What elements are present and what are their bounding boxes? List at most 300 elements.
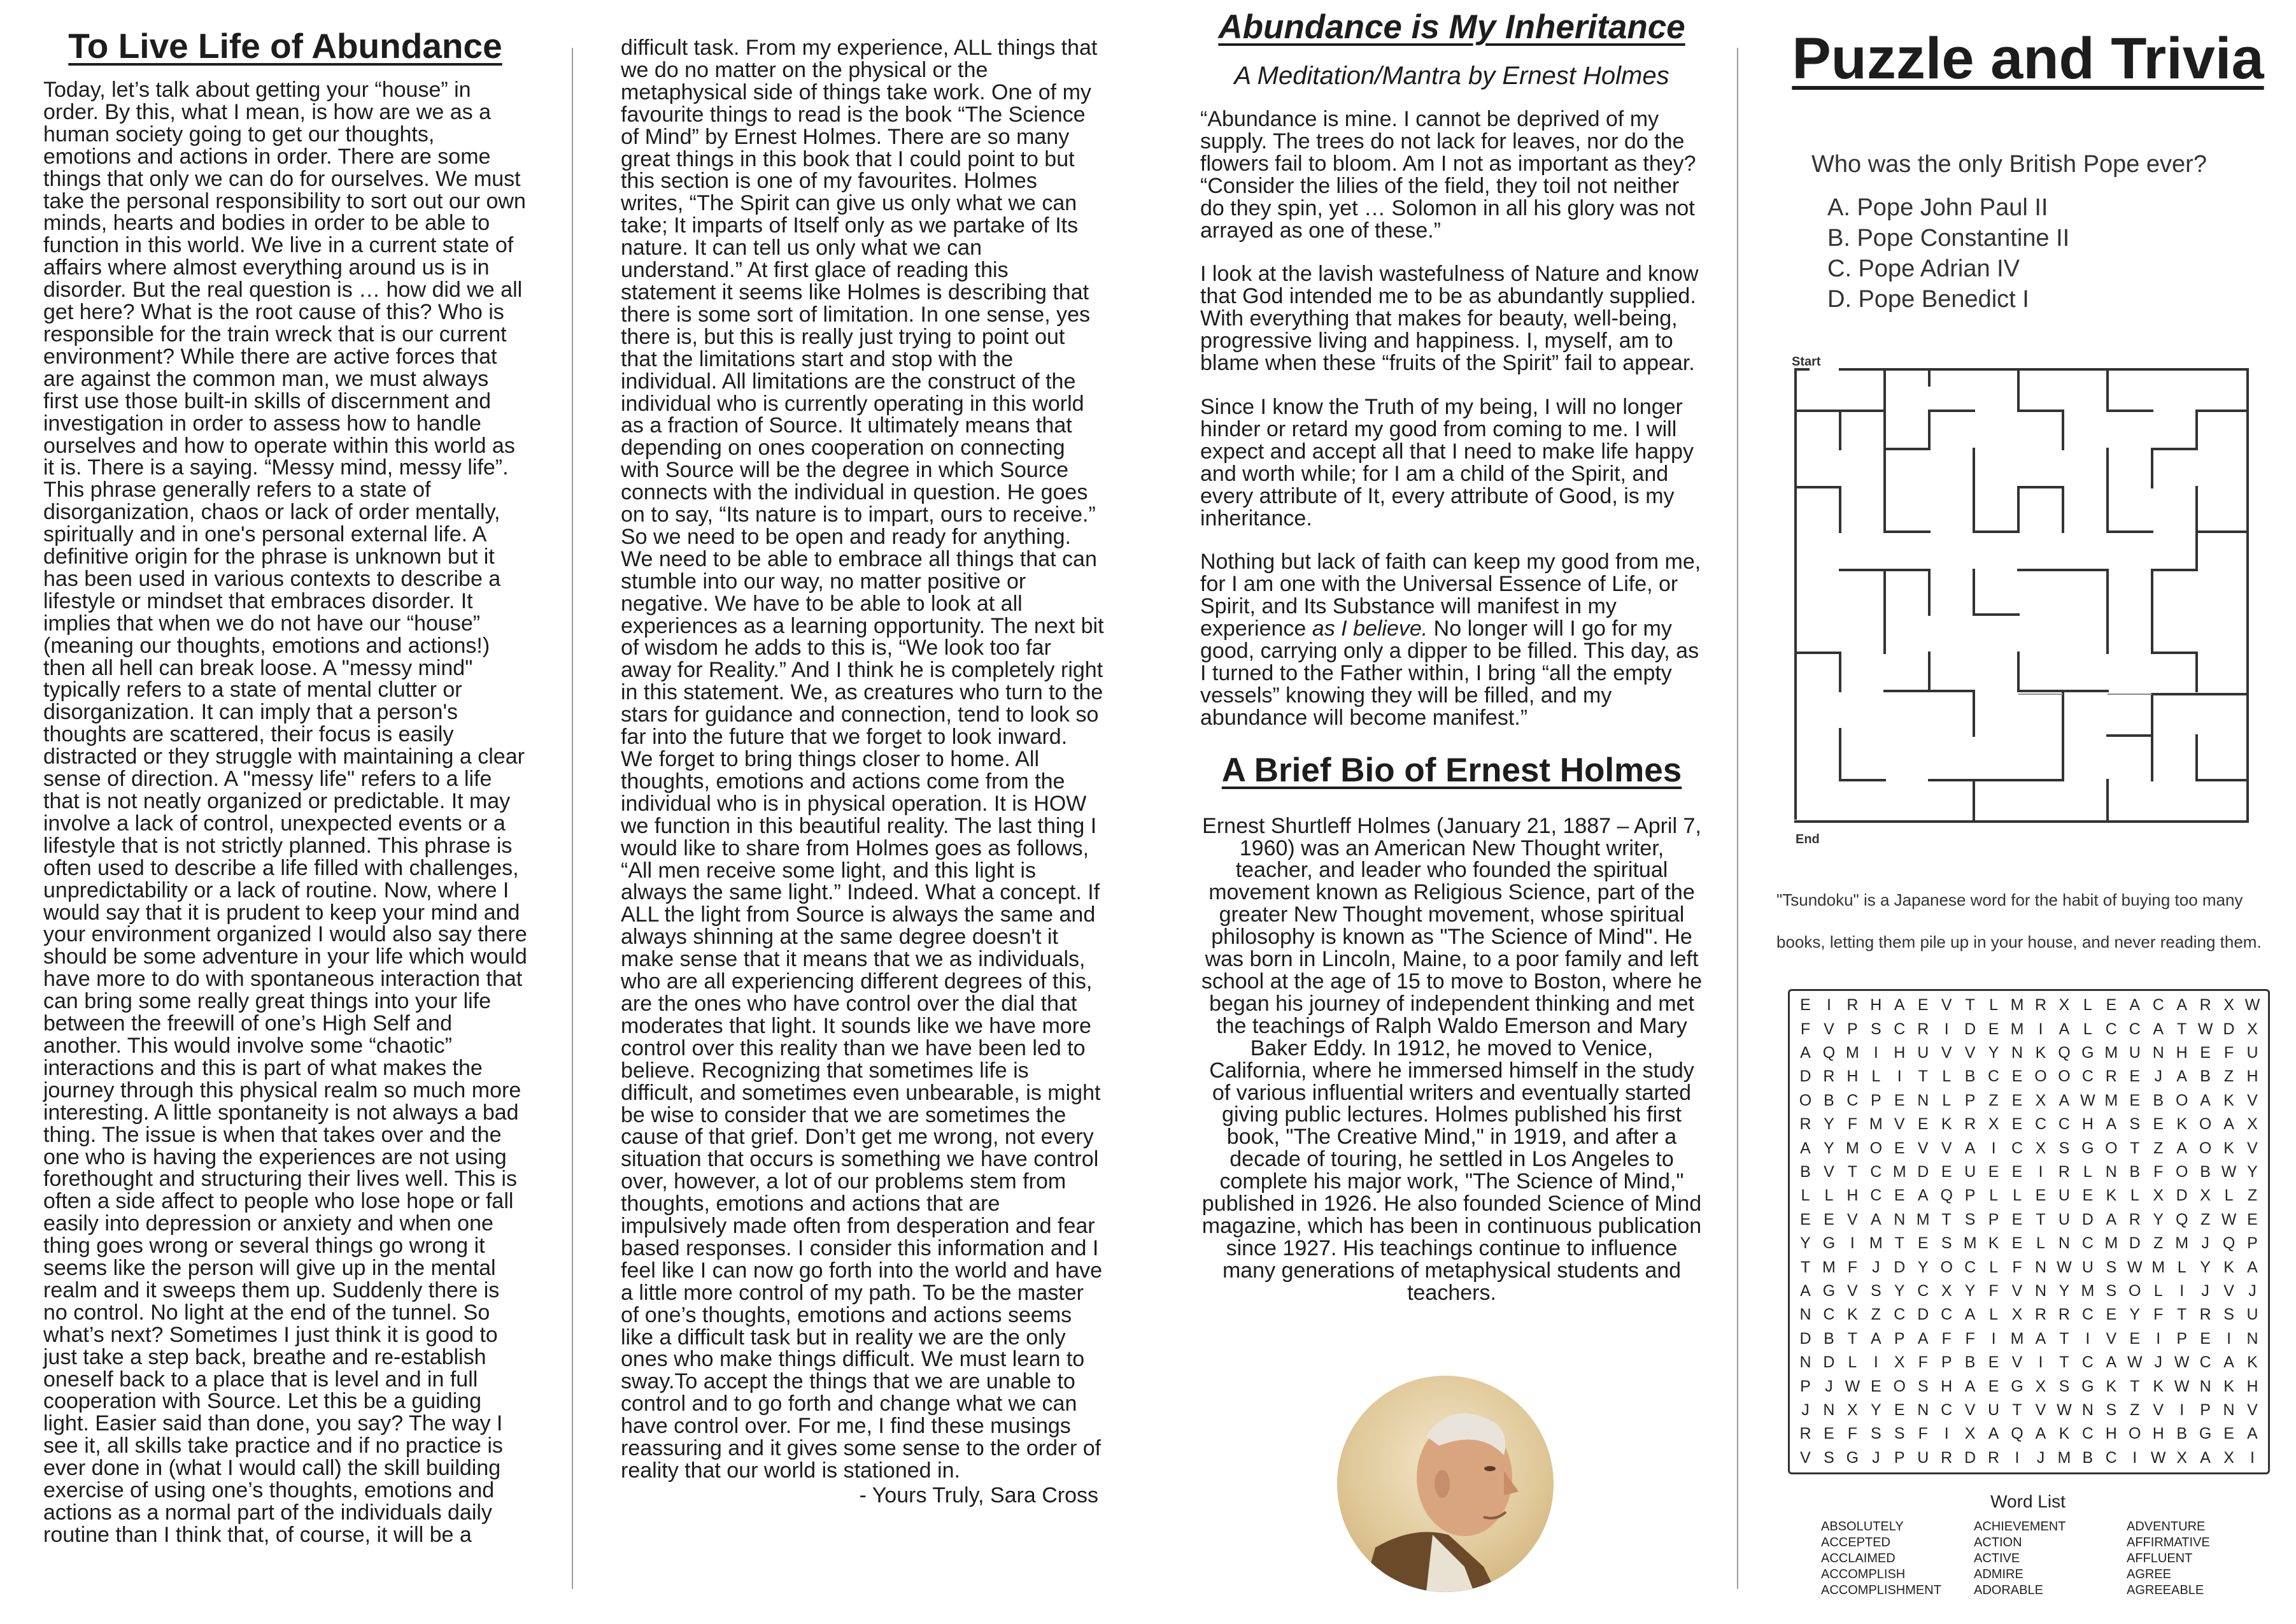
word-search-letter[interactable]: D xyxy=(2223,1020,2235,1038)
word-search-letter[interactable]: W xyxy=(1845,1377,1860,1395)
word-search-letter[interactable]: M xyxy=(1963,1234,1977,1253)
word-search-letter[interactable]: B xyxy=(2200,1067,2211,1086)
word-search-letter[interactable]: P xyxy=(1894,1448,1905,1467)
word-search-letter[interactable]: A xyxy=(2035,1329,2046,1348)
word-search-letter[interactable]: A xyxy=(2106,1210,2117,1229)
word-search-letter[interactable]: P xyxy=(1941,1353,1952,1372)
word-search-letter[interactable]: J xyxy=(1825,1377,1833,1395)
word-search-letter[interactable]: Y xyxy=(1988,1043,1999,1062)
word-search-letter[interactable]: K xyxy=(2223,1091,2234,1109)
word-search-letter[interactable]: U xyxy=(2246,1043,2258,1062)
word-search-letter[interactable]: G xyxy=(2081,1377,2094,1395)
word-search-letter[interactable]: E xyxy=(1870,1377,1881,1395)
word-search-letter[interactable]: L xyxy=(2083,1020,2092,1038)
word-search-letter[interactable]: S xyxy=(1894,1425,1905,1443)
word-search-letter[interactable]: X xyxy=(2011,1306,2023,1324)
word-search-letter[interactable]: S xyxy=(1870,1020,1881,1038)
word-search-letter[interactable]: M xyxy=(2057,1448,2071,1467)
word-search-letter[interactable]: A xyxy=(2035,1425,2046,1443)
word-search-letter[interactable]: U xyxy=(1988,1400,2000,1419)
word-search-letter[interactable]: H xyxy=(2246,1067,2258,1086)
word-search-letter[interactable]: V xyxy=(1964,1400,1976,1419)
word-search-letter[interactable]: E xyxy=(2200,1329,2211,1348)
word-search-letter[interactable]: H xyxy=(1846,1067,1859,1086)
word-search-letter[interactable]: E xyxy=(2011,1115,2023,1134)
word-search-letter[interactable]: S xyxy=(1870,1281,1881,1300)
word-search-letter[interactable]: S xyxy=(1941,1234,1952,1253)
word-search-letter[interactable]: E xyxy=(2129,1329,2141,1348)
word-search-letter[interactable]: O xyxy=(2199,1139,2212,1157)
word-search-letter[interactable]: R xyxy=(1846,996,1859,1015)
word-search-letter[interactable]: A xyxy=(1964,1306,1976,1324)
word-search-letter[interactable]: H xyxy=(2081,1115,2094,1134)
word-search-letter[interactable]: E xyxy=(1917,996,1929,1015)
word-search-letter[interactable]: O xyxy=(2034,1067,2047,1086)
word-search-letter[interactable]: V xyxy=(1847,1210,1858,1229)
word-search-letter[interactable]: E xyxy=(1988,1377,1999,1395)
word-search-letter[interactable]: S xyxy=(1824,1448,1834,1467)
word-search-letter[interactable]: J xyxy=(1872,1258,1880,1276)
word-search-letter[interactable]: U xyxy=(1917,1043,1929,1062)
word-search-letter[interactable]: T xyxy=(1894,1234,1904,1253)
word-search-letter[interactable]: L xyxy=(2130,1186,2139,1205)
word-search-letter[interactable]: A xyxy=(2106,1353,2117,1372)
word-search-letter[interactable]: G xyxy=(1822,1281,1836,1300)
word-search-letter[interactable]: C xyxy=(2058,1115,2070,1134)
word-search-letter[interactable]: D xyxy=(1894,1258,1906,1276)
word-search-letter[interactable]: R xyxy=(1941,1448,1953,1467)
word-search-letter[interactable]: K xyxy=(2223,1377,2234,1395)
word-search-letter[interactable]: S xyxy=(2106,1400,2117,1419)
word-search-letter[interactable]: P xyxy=(1894,1329,1905,1348)
word-search-letter[interactable]: E xyxy=(2247,1210,2258,1229)
word-search-letter[interactable]: F xyxy=(1847,1258,1857,1276)
word-search-letter[interactable]: U xyxy=(1964,1162,1976,1181)
word-search-letter[interactable]: E xyxy=(1824,1210,1834,1229)
word-search-letter[interactable]: P xyxy=(1847,1020,1858,1038)
word-search-letter[interactable]: H xyxy=(2152,1425,2164,1443)
word-search-letter[interactable]: Y xyxy=(1870,1400,1881,1419)
word-search-letter[interactable]: W xyxy=(2057,1258,2072,1276)
word-search-letter[interactable]: Z xyxy=(1988,1091,1999,1109)
word-search-letter[interactable]: X xyxy=(2223,996,2234,1015)
word-search-letter[interactable]: T xyxy=(2177,1306,2187,1324)
word-search-letter[interactable]: Y xyxy=(1824,1115,1834,1134)
word-search-letter[interactable]: J xyxy=(2154,1067,2162,1086)
word-search-letter[interactable]: K xyxy=(2059,1425,2070,1443)
word-search-letter[interactable]: X xyxy=(1941,1281,1952,1300)
word-search-letter[interactable]: E xyxy=(1917,1234,1929,1253)
word-search-letter[interactable]: N xyxy=(2223,1400,2235,1419)
word-search-letter[interactable]: V xyxy=(2106,1329,2117,1348)
word-search-letter[interactable]: E xyxy=(2011,1091,2023,1109)
word-search-letter[interactable]: C xyxy=(1823,1306,1835,1324)
word-search-letter[interactable]: Y xyxy=(1894,1281,1905,1300)
word-search-letter[interactable]: P xyxy=(1964,1091,1976,1109)
word-search-letter[interactable]: R xyxy=(1799,1425,1811,1443)
word-search-letter[interactable]: T xyxy=(2036,1210,2046,1229)
word-search-letter[interactable]: V xyxy=(2011,1281,2023,1300)
word-search-letter[interactable]: A xyxy=(1964,1139,1976,1157)
word-search-letter[interactable]: Y xyxy=(2247,1162,2258,1181)
word-search-letter[interactable]: U xyxy=(2058,1186,2070,1205)
word-search-letter[interactable]: C xyxy=(1870,1186,1882,1205)
word-search-letter[interactable]: S xyxy=(2059,1139,2070,1157)
word-search-letter[interactable]: O xyxy=(1893,1377,1906,1395)
word-search-letter[interactable]: A xyxy=(1800,1139,1811,1157)
word-search-letter[interactable]: N xyxy=(2034,1258,2046,1276)
word-search-letter[interactable]: Z xyxy=(2200,1210,2211,1229)
word-search-letter[interactable]: S xyxy=(2059,1377,2070,1395)
word-search-letter[interactable]: I xyxy=(1897,1067,1902,1086)
word-search-letter[interactable]: X xyxy=(1964,1425,1976,1443)
word-search-letter[interactable]: C xyxy=(2011,1139,2023,1157)
word-search-letter[interactable]: A xyxy=(2176,1067,2187,1086)
word-search-letter[interactable]: P xyxy=(1964,1186,1976,1205)
word-search-letter[interactable]: Y xyxy=(2059,1281,2070,1300)
word-search-letter[interactable]: C xyxy=(2081,1425,2094,1443)
word-search-letter[interactable]: W xyxy=(2244,996,2260,1015)
word-search-letter[interactable]: N xyxy=(1823,1400,1835,1419)
word-search-letter[interactable]: U xyxy=(2058,1210,2070,1229)
word-search-letter[interactable]: D xyxy=(1917,1306,1929,1324)
word-search-letter[interactable]: D xyxy=(2176,1186,2188,1205)
word-search-letter[interactable]: V xyxy=(1941,1043,1952,1062)
word-search-letter[interactable]: E xyxy=(1824,1425,1834,1443)
word-search-letter[interactable]: Z xyxy=(2130,1400,2140,1419)
word-search-letter[interactable]: L xyxy=(2083,1162,2092,1181)
word-search-letter[interactable]: S xyxy=(2106,1281,2117,1300)
word-search-letter[interactable]: B xyxy=(2176,1425,2187,1443)
word-search-letter[interactable]: Y xyxy=(2153,1210,2164,1229)
word-search-letter[interactable]: N xyxy=(2199,1377,2211,1395)
maze[interactable] xyxy=(1789,347,2273,857)
trivia-option[interactable]: A. Pope John Paul II xyxy=(1827,194,2048,221)
word-search-letter[interactable]: W xyxy=(2127,1258,2143,1276)
word-search-letter[interactable]: C xyxy=(1917,1281,1929,1300)
word-search-letter[interactable]: W xyxy=(2057,1400,2072,1419)
word-search-letter[interactable]: M xyxy=(1845,1139,1859,1157)
word-search-letter[interactable]: E xyxy=(1988,1353,1999,1372)
word-search-letter[interactable]: V xyxy=(1941,1139,1952,1157)
word-search-letter[interactable]: M xyxy=(2081,1281,2095,1300)
word-search-letter[interactable]: A xyxy=(2176,1139,2187,1157)
word-search-letter[interactable]: X xyxy=(2035,1091,2046,1109)
word-search-letter[interactable]: V xyxy=(1964,1043,1976,1062)
word-search-letter[interactable]: N xyxy=(2152,1043,2164,1062)
word-search-letter[interactable]: F xyxy=(1847,1425,1857,1443)
word-search-letter[interactable]: C xyxy=(1894,1306,1906,1324)
word-search-letter[interactable]: R xyxy=(2034,1306,2046,1324)
word-search-letter[interactable]: C xyxy=(2199,1353,2211,1372)
word-search-letter[interactable]: J xyxy=(2036,1448,2045,1467)
word-search-letter[interactable]: R xyxy=(2058,1306,2070,1324)
word-search-letter[interactable]: I xyxy=(1991,1139,1996,1157)
word-search-letter[interactable]: I xyxy=(2038,1353,2043,1372)
word-search-letter[interactable]: L xyxy=(2013,1186,2022,1205)
word-search-letter[interactable]: Q xyxy=(2175,1210,2188,1229)
word-search-letter[interactable]: A xyxy=(2153,1020,2164,1038)
word-search-letter[interactable]: O xyxy=(1869,1139,1883,1157)
word-search-letter[interactable]: B xyxy=(2129,1162,2141,1181)
word-search-letter[interactable]: W xyxy=(2150,1448,2166,1467)
word-search-letter[interactable]: X xyxy=(2176,1448,2187,1467)
word-search-letter[interactable]: B xyxy=(2082,1448,2094,1467)
word-search-letter[interactable]: T xyxy=(1847,1162,1857,1181)
word-search-letter[interactable]: I xyxy=(1826,996,1831,1015)
word-search-letter[interactable]: P xyxy=(2247,1234,2258,1253)
word-search-letter[interactable]: I xyxy=(2015,1448,2020,1467)
word-search-letter[interactable]: C xyxy=(2081,1353,2094,1372)
word-search-letter[interactable]: Q xyxy=(1822,1043,1836,1062)
word-search-letter[interactable]: Z xyxy=(2247,1186,2258,1205)
word-search-letter[interactable]: K xyxy=(2106,1186,2117,1205)
word-search-letter[interactable]: X xyxy=(2059,996,2070,1015)
word-search-letter[interactable]: B xyxy=(1800,1162,1811,1181)
word-search-letter[interactable]: C xyxy=(2081,1306,2094,1324)
word-search-letter[interactable]: W xyxy=(2197,1020,2213,1038)
word-search-letter[interactable]: C xyxy=(2152,996,2164,1015)
word-search-letter[interactable]: O xyxy=(1940,1258,1953,1276)
word-search-letter[interactable]: M xyxy=(1892,1162,1906,1181)
word-search-letter[interactable]: M xyxy=(2175,1234,2189,1253)
word-search-letter[interactable]: G xyxy=(1846,1448,1859,1467)
word-search-grid[interactable] xyxy=(1788,989,2270,1474)
word-search-letter[interactable]: A xyxy=(2247,1258,2258,1276)
word-search-letter[interactable]: M xyxy=(1822,1258,1836,1276)
word-search-letter[interactable]: B xyxy=(2200,1162,2211,1181)
word-search-letter[interactable]: I xyxy=(2132,1448,2137,1467)
word-search-letter[interactable]: D xyxy=(2129,1234,2141,1253)
word-search-letter[interactable]: M xyxy=(1869,1115,1883,1134)
word-search-letter[interactable]: I xyxy=(2179,1281,2185,1300)
word-search-letter[interactable]: V xyxy=(2035,1400,2046,1419)
word-search-letter[interactable]: W xyxy=(2174,1353,2190,1372)
word-search-letter[interactable]: W xyxy=(2127,1353,2143,1372)
word-search-letter[interactable]: L xyxy=(2036,1234,2045,1253)
word-search-letter[interactable]: E xyxy=(2153,1115,2164,1134)
word-search-letter[interactable]: O xyxy=(2129,1281,2141,1300)
word-search-letter[interactable]: I xyxy=(1873,1353,1878,1372)
word-search-letter[interactable]: G xyxy=(2011,1377,2023,1395)
word-search-letter[interactable]: E xyxy=(2129,1067,2141,1086)
word-search-letter[interactable]: W xyxy=(2174,1377,2190,1395)
word-search-letter[interactable]: J xyxy=(2201,1234,2209,1253)
word-search-letter[interactable]: Y xyxy=(2200,1258,2211,1276)
word-search-letter[interactable]: U xyxy=(2246,1306,2258,1324)
word-search-letter[interactable]: R xyxy=(1964,1115,1976,1134)
word-search-letter[interactable]: A xyxy=(1800,1043,1811,1062)
word-search-letter[interactable]: C xyxy=(1941,1306,1953,1324)
word-search-letter[interactable]: L xyxy=(2153,1281,2163,1300)
word-search-letter[interactable]: H xyxy=(2105,1425,2117,1443)
word-search-letter[interactable]: V xyxy=(2223,1281,2234,1300)
word-search-letter[interactable]: Q xyxy=(2222,1234,2236,1253)
word-search-letter[interactable]: J xyxy=(2248,1281,2257,1300)
word-search-letter[interactable]: A xyxy=(2247,1425,2258,1443)
word-search-letter[interactable]: N xyxy=(1894,1210,1906,1229)
word-search-letter[interactable]: K xyxy=(2106,1377,2117,1395)
word-search-letter[interactable]: D xyxy=(1799,1329,1811,1348)
word-search-letter[interactable]: X xyxy=(2247,1115,2258,1134)
word-search-letter[interactable]: M xyxy=(2151,1258,2165,1276)
word-search-letter[interactable]: Z xyxy=(2223,1067,2234,1086)
word-search-letter[interactable]: V xyxy=(2247,1139,2258,1157)
word-search-letter[interactable]: I xyxy=(2038,1020,2043,1038)
word-search-letter[interactable]: D xyxy=(1964,1448,1976,1467)
word-search-letter[interactable]: T xyxy=(1918,1067,1928,1086)
word-search-letter[interactable]: X xyxy=(1988,1115,1999,1134)
word-search-letter[interactable]: N xyxy=(2105,1162,2117,1181)
word-search-letter[interactable]: N xyxy=(1917,1400,1929,1419)
word-search-letter[interactable]: E xyxy=(2011,1067,2023,1086)
word-search-letter[interactable]: T xyxy=(1800,1258,1811,1276)
word-search-letter[interactable]: F xyxy=(1918,1353,1928,1372)
word-search-letter[interactable]: M xyxy=(2010,1329,2024,1348)
word-search-letter[interactable]: A xyxy=(1964,1377,1976,1395)
word-search-letter[interactable]: X xyxy=(2035,1139,2046,1157)
word-search-letter[interactable]: M xyxy=(2010,1020,2024,1038)
word-search-letter[interactable]: H xyxy=(2246,1377,2258,1395)
word-search-letter[interactable]: M xyxy=(2104,1234,2118,1253)
word-search-letter[interactable]: S xyxy=(1917,1377,1929,1395)
word-search-letter[interactable]: A xyxy=(2200,1091,2211,1109)
word-search-letter[interactable]: O xyxy=(2058,1067,2071,1086)
word-search-letter[interactable]: G xyxy=(1822,1234,1836,1253)
word-search-letter[interactable]: D xyxy=(1964,1020,1976,1038)
word-search-letter[interactable]: P xyxy=(1870,1091,1881,1109)
word-search-letter[interactable]: A xyxy=(2200,1448,2211,1467)
word-search-letter[interactable]: M xyxy=(1916,1210,1930,1229)
word-search-letter[interactable]: E xyxy=(1917,1115,1929,1134)
word-search-letter[interactable]: R xyxy=(2058,1162,2070,1181)
word-search-letter[interactable]: C xyxy=(2034,1115,2046,1134)
word-search-letter[interactable]: K xyxy=(2153,1377,2164,1395)
word-search-letter[interactable]: L xyxy=(1989,1258,1999,1276)
word-search-letter[interactable]: F xyxy=(2012,1258,2022,1276)
word-search-letter[interactable]: C xyxy=(1870,1162,1882,1181)
word-search-letter[interactable]: X xyxy=(2035,1377,2046,1395)
word-search-letter[interactable]: P xyxy=(1800,1377,1811,1395)
word-search-letter[interactable]: S xyxy=(2129,1115,2141,1134)
word-search-letter[interactable]: Y xyxy=(2129,1306,2141,1324)
word-search-letter[interactable]: O xyxy=(2105,1139,2118,1157)
word-search-letter[interactable]: E xyxy=(1894,1400,1905,1419)
word-search-letter[interactable]: E xyxy=(2011,1210,2023,1229)
word-search-letter[interactable]: I xyxy=(2038,1162,2043,1181)
word-search-letter[interactable]: R xyxy=(1799,1115,1811,1134)
word-search-letter[interactable]: S xyxy=(2106,1258,2117,1276)
word-search-letter[interactable]: E xyxy=(1800,996,1811,1015)
word-search-letter[interactable]: L xyxy=(1989,996,1999,1015)
word-search-letter[interactable]: A xyxy=(1800,1281,1811,1300)
word-search-letter[interactable]: N xyxy=(1799,1353,1811,1372)
word-search-letter[interactable]: N xyxy=(2011,1043,2023,1062)
word-search-letter[interactable]: A xyxy=(1917,1186,1929,1205)
word-search-letter[interactable]: I xyxy=(2250,1448,2255,1467)
word-search-letter[interactable]: V xyxy=(1847,1281,1858,1300)
word-search-letter[interactable]: R xyxy=(1823,1067,1835,1086)
trivia-option[interactable]: D. Pope Benedict I xyxy=(1827,286,2029,313)
word-search-letter[interactable]: L xyxy=(2224,1186,2234,1205)
word-search-letter[interactable]: V xyxy=(1824,1162,1834,1181)
word-search-letter[interactable]: P xyxy=(1988,1210,1999,1229)
word-search-letter[interactable]: O xyxy=(2175,1162,2188,1181)
word-search-letter[interactable]: O xyxy=(2175,1091,2188,1109)
word-search-letter[interactable]: N xyxy=(2034,1281,2046,1300)
word-search-letter[interactable]: X xyxy=(2200,1186,2211,1205)
word-search-letter[interactable]: L xyxy=(2083,996,2092,1015)
word-search-letter[interactable]: N xyxy=(2058,1234,2070,1253)
word-search-letter[interactable]: E xyxy=(2035,1186,2046,1205)
word-search-letter[interactable]: I xyxy=(2156,1329,2161,1348)
word-search-letter[interactable]: H xyxy=(1870,996,1882,1015)
word-search-letter[interactable]: T xyxy=(2012,1400,2022,1419)
word-search-letter[interactable]: B xyxy=(1964,1067,1976,1086)
word-search-letter[interactable]: T xyxy=(1965,996,1975,1015)
word-search-letter[interactable]: K xyxy=(1847,1306,1858,1324)
word-search-letter[interactable]: B xyxy=(1824,1091,1834,1109)
word-search-letter[interactable]: I xyxy=(2227,1329,2232,1348)
word-search-letter[interactable]: L xyxy=(1824,1186,1834,1205)
word-search-letter[interactable]: K xyxy=(2223,1139,2234,1157)
word-search-letter[interactable]: U xyxy=(1917,1448,1929,1467)
word-search-letter[interactable]: A xyxy=(2059,1091,2070,1109)
word-search-letter[interactable]: J xyxy=(2154,1353,2162,1372)
word-search-letter[interactable]: B xyxy=(2153,1091,2164,1109)
word-search-letter[interactable]: Q xyxy=(1940,1186,1953,1205)
word-search-letter[interactable]: D xyxy=(1917,1162,1929,1181)
word-search-letter[interactable]: E xyxy=(1988,1020,1999,1038)
word-search-letter[interactable]: T xyxy=(1941,1210,1952,1229)
word-search-letter[interactable]: V xyxy=(1824,1020,1834,1038)
word-search-letter[interactable]: I xyxy=(1850,1234,1855,1253)
word-search-letter[interactable]: F xyxy=(1800,1020,1811,1038)
word-search-letter[interactable]: M xyxy=(2104,1091,2118,1109)
word-search-letter[interactable]: L xyxy=(1848,1353,1857,1372)
word-search-letter[interactable]: D xyxy=(1823,1353,1835,1372)
word-search-letter[interactable]: N xyxy=(1917,1091,1929,1109)
word-search-letter[interactable]: E xyxy=(2223,1425,2234,1443)
word-search-letter[interactable]: R xyxy=(2105,1067,2117,1086)
word-search-letter[interactable]: Z xyxy=(1871,1306,1881,1324)
word-search-letter[interactable]: N xyxy=(2081,1400,2094,1419)
word-search-letter[interactable]: L xyxy=(1942,1091,1952,1109)
word-search-letter[interactable]: I xyxy=(1991,1329,1996,1348)
word-search-letter[interactable]: I xyxy=(2085,1329,2090,1348)
word-search-letter[interactable]: P xyxy=(2200,1400,2211,1419)
word-search-letter[interactable]: V xyxy=(2247,1091,2258,1109)
word-search-letter[interactable]: A xyxy=(2106,1115,2117,1134)
word-search-letter[interactable]: T xyxy=(1847,1329,1857,1348)
word-search-letter[interactable]: T xyxy=(2130,1139,2140,1157)
word-search-letter[interactable]: E xyxy=(2011,1162,2023,1181)
word-search-letter[interactable]: C xyxy=(2081,1234,2094,1253)
word-search-letter[interactable]: H xyxy=(1894,1043,1906,1062)
word-search-letter[interactable]: M xyxy=(2104,1043,2118,1062)
word-search-letter[interactable]: J xyxy=(1872,1448,1880,1467)
word-search-letter[interactable]: U xyxy=(2129,1043,2141,1062)
word-search-letter[interactable]: V xyxy=(1941,996,1952,1015)
word-search-letter[interactable]: L xyxy=(1871,1067,1881,1086)
word-search-letter[interactable]: O xyxy=(2199,1115,2212,1134)
word-search-letter[interactable]: U xyxy=(2081,1258,2094,1276)
word-search-letter[interactable]: Z xyxy=(2153,1139,2164,1157)
word-search-letter[interactable]: A xyxy=(1870,1329,1881,1348)
word-search-letter[interactable]: F xyxy=(1988,1281,1999,1300)
word-search-letter[interactable]: V xyxy=(2153,1400,2164,1419)
word-search-letter[interactable]: K xyxy=(2223,1258,2234,1276)
